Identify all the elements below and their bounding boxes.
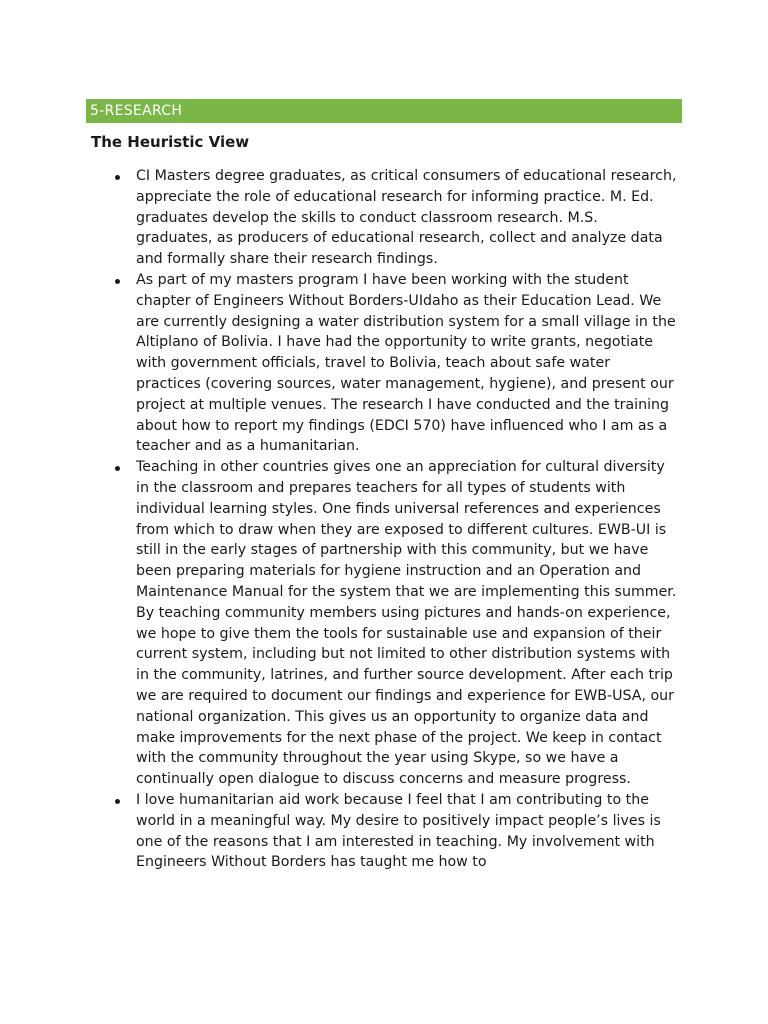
bullet-item: [113, 166, 678, 270]
bullet-dot-icon: [115, 279, 120, 284]
bullet-item: [113, 270, 678, 457]
bullet-item: [113, 457, 678, 790]
section-heading: The Heuristic View: [91, 133, 250, 151]
bullet-text: I love humanitarian aid work because I feel that I am contributing to the world in a meaningful way. My desire to positively impact people’s lives is one of the reasons that I am interested in teaching. My involvement with Engineers Without Borders has taught me how to: [136, 791, 661, 871]
bullet-text: Teaching in other countries gives one an appreciation for cultural diversity in the classroom and prepares teachers for all types of students with individual learning styles. One finds universal references and experiences from which to draw when they are exposed to different cultures. EWB-UI is still in the early stages of partnership with this community, but we have been preparing materials for hygiene instruction and an Operation and Maintenance Manual for the system that we are implementing this summer. By teaching community members using pictures and hands-on experience, we hope to give them the tools for sustainable use and expansion of their current system, including but not limited to other distribution systems with in the community, latrines, and further source development. After each trip we are required to document our findings and experience for EWB-USA, our national organization. This gives us an opportunity to organize data and make improvements for the next phase of the project. We keep in contact with the community throughout the year using Skype, so we have a continually open dialogue to discuss concerns and measure progress.: [136, 459, 677, 788]
bullet-dot-icon: [115, 175, 120, 180]
bullet-text: As part of my masters program I have been working with the student chapter of Engineers Without Borders-UIdaho as their Education Lead. We are currently designing a water distribution system for a small village in the Altiplano of Bolivia. I have had the opportunity to write grants, negotiate with government officials, travel to Bolivia, teach about safe water practices (covering sources, water management, hygiene), and present our project at multiple venues. The research I have conducted and the training about how to report my findings (EDCI 570) have influenced who I am as a teacher and as a humanitarian.: [136, 271, 676, 455]
bullet-text: CI Masters degree graduates, as critical consumers of educational research, appreciate the role of educational research for informing practice. M. Ed. graduates develop the skills to conduct classroom research. M.S. graduates, as producers of educational research, collect and analyze data and formally share their research findings.: [136, 168, 677, 268]
bullet-item: [113, 790, 678, 873]
bullet-dot-icon: [115, 799, 120, 804]
bullet-dot-icon: [115, 466, 120, 471]
section-header-bar: 5-RESEARCH: [86, 99, 682, 123]
bullet-list: [113, 166, 678, 873]
